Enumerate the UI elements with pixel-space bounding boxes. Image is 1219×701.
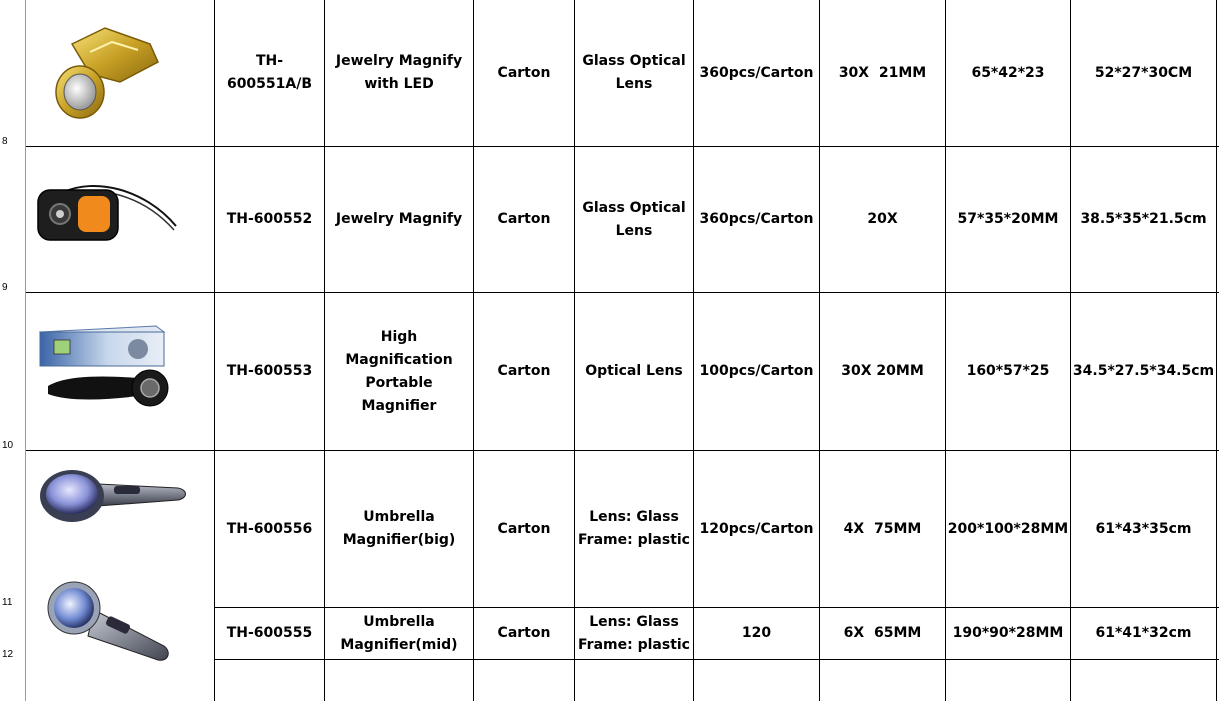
- model-cell[interactable]: TH-600555: [226, 625, 313, 641]
- packing-cell[interactable]: Carton: [497, 625, 551, 641]
- size-cell[interactable]: 57*35*20MM: [957, 211, 1059, 227]
- carton-size-cell[interactable]: 61*41*32cm: [1095, 625, 1192, 641]
- packing-cell[interactable]: Carton: [497, 363, 551, 379]
- quantity-cell[interactable]: 100pcs/Carton: [699, 363, 814, 379]
- packing-cell[interactable]: Carton: [497, 211, 551, 227]
- lens-cell[interactable]: Glass Optical Lens: [582, 53, 686, 92]
- name-cell[interactable]: Umbrella Magnifier(big): [342, 509, 456, 548]
- size-cell[interactable]: 160*57*25: [966, 363, 1050, 379]
- model-cell[interactable]: TH-600556: [226, 520, 313, 537]
- quantity-cell[interactable]: 360pcs/Carton: [699, 211, 814, 227]
- size-cell[interactable]: 190*90*28MM: [952, 625, 1064, 641]
- lens-cell[interactable]: Lens: Glass Frame: plastic: [578, 613, 690, 653]
- row-header-10[interactable]: [0, 293, 26, 451]
- quantity-cell[interactable]: 120pcs/Carton: [699, 520, 814, 537]
- umbrella-magnifier-mid-image[interactable]: [44, 580, 176, 664]
- model-cell[interactable]: TH-600552: [226, 211, 313, 227]
- row-divider: [214, 659, 1219, 660]
- packing-cell[interactable]: Carton: [497, 520, 551, 537]
- umbrella-magnifier-big-image[interactable]: [38, 466, 188, 528]
- black-orange-loupe-image[interactable]: [34, 178, 180, 244]
- name-cell[interactable]: Jewelry Magnify with LED: [335, 53, 463, 92]
- carton-size-cell[interactable]: 34.5*27.5*34.5cm: [1072, 363, 1215, 379]
- portable-magnifier-image[interactable]: [38, 322, 170, 412]
- magnification-cell[interactable]: 30X 21MM: [838, 64, 927, 81]
- row-header-12[interactable]: [0, 608, 26, 660]
- lens-cell[interactable]: Glass Optical Lens: [582, 199, 686, 239]
- name-cell[interactable]: Umbrella Magnifier(mid): [340, 613, 458, 653]
- carton-size-cell[interactable]: 38.5*35*21.5cm: [1080, 211, 1207, 227]
- row-header-9[interactable]: [0, 147, 26, 293]
- model-cell[interactable]: TH-600553: [226, 363, 313, 379]
- row-header-11[interactable]: [0, 451, 26, 608]
- size-cell[interactable]: 65*42*23: [971, 64, 1045, 81]
- lens-cell[interactable]: Optical Lens: [585, 363, 683, 379]
- row-number: 8: [2, 136, 8, 147]
- size-cell[interactable]: 200*100*28MM: [947, 520, 1069, 537]
- gold-jewelry-loupe-image[interactable]: [50, 22, 162, 122]
- quantity-cell[interactable]: 120: [741, 625, 772, 641]
- magnification-cell[interactable]: 6X 65MM: [843, 625, 922, 641]
- column-divider: [1216, 0, 1217, 701]
- carton-size-cell[interactable]: 61*43*35cm: [1095, 520, 1192, 537]
- name-cell[interactable]: Jewelry Magnify: [335, 211, 463, 227]
- row-header-8[interactable]: [0, 0, 26, 147]
- row-header-13[interactable]: [0, 660, 26, 701]
- packing-cell[interactable]: Carton: [497, 64, 551, 81]
- magnification-cell[interactable]: 30X 20MM: [841, 363, 924, 379]
- lens-cell[interactable]: Lens: Glass Frame: plastic: [578, 509, 690, 548]
- row-number: 10: [2, 440, 14, 451]
- name-cell[interactable]: High Magnification Portable Magnifier: [345, 328, 453, 414]
- row-number: 9: [2, 282, 8, 293]
- model-cell[interactable]: TH- 600551A/B: [226, 53, 313, 92]
- magnification-cell[interactable]: 20X: [867, 211, 898, 227]
- quantity-cell[interactable]: 360pcs/Carton: [699, 64, 814, 81]
- row-number: 11: [2, 597, 13, 608]
- carton-size-cell[interactable]: 52*27*30CM: [1094, 64, 1193, 81]
- row-number: 12: [2, 649, 14, 660]
- magnification-cell[interactable]: 4X 75MM: [843, 520, 922, 537]
